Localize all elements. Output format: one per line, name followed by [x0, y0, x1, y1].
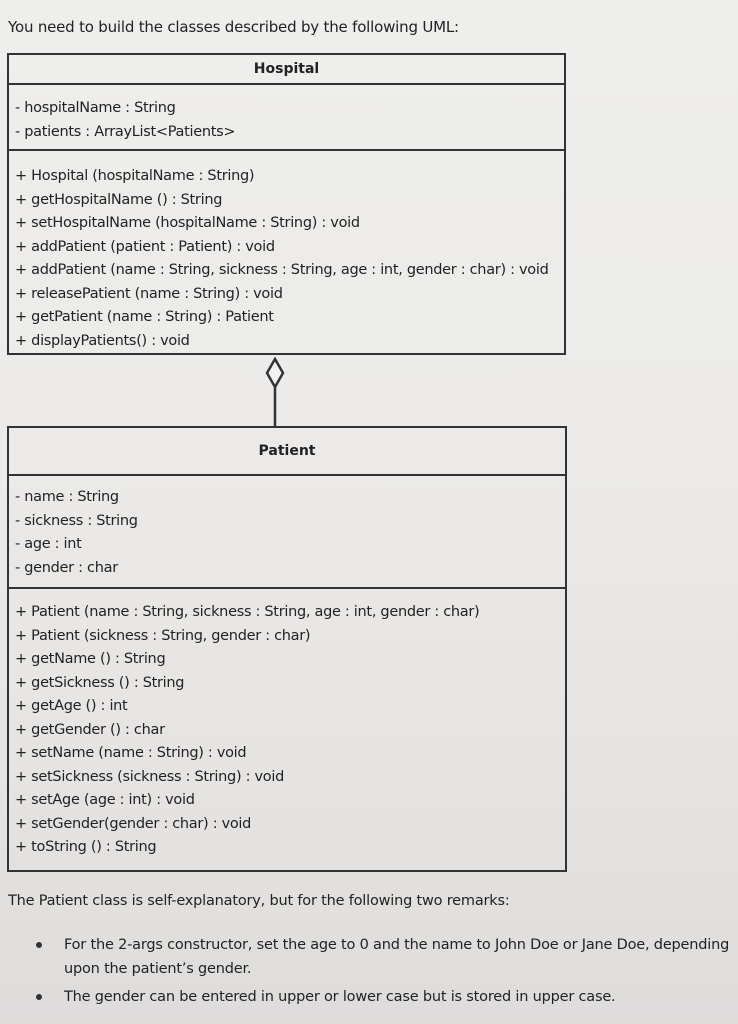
hospital-operations [9, 151, 564, 357]
patient-class-title: Patient [9, 428, 565, 476]
remarks-list [30, 933, 736, 1013]
remark-text: The gender can be entered in upper or lower case but is stored in upper case. [64, 989, 616, 1005]
patient-operation: + getSickness () : String [15, 674, 185, 691]
patient-operations [9, 589, 565, 864]
patient-attribute: - gender : char [15, 559, 118, 576]
remark-text: For the 2-args constructor, set the age to 0 and the name to John Doe or Jane Doe, depending upon the patient’s gender. [64, 937, 730, 977]
patient-operation: + toString () : String [15, 839, 157, 855]
intro-text: You need to build the classes described by the following UML: [8, 18, 459, 36]
hospital-attributes [9, 85, 564, 151]
patient-class-box [7, 426, 567, 872]
hospital-operation: + getPatient (name : String) : Patient [15, 309, 274, 325]
patient-operation: + Patient (sickness : String, gender : char) [15, 627, 311, 644]
patient-attribute: - sickness : String [15, 512, 138, 529]
patient-attribute: - age : int [15, 536, 82, 552]
patient-operation: + setName (name : String) : void [15, 745, 247, 761]
hospital-operation: + displayPatients() : void [15, 332, 190, 349]
patient-operation: + getGender () : char [15, 721, 165, 738]
hospital-attribute: - patients : ArrayList<Patients> [15, 123, 236, 140]
hospital-operation: + addPatient (patient : Patient) : void [15, 238, 275, 255]
patient-operation: + getAge () : int [15, 698, 128, 714]
aggregation-diamond-icon [267, 359, 283, 387]
patient-operation: + getName () : String [15, 651, 166, 667]
hospital-operation: + Hospital (hospitalName : String) [15, 168, 255, 184]
aggregation-connector [255, 355, 295, 427]
patient-operation: + setAge (age : int) : void [15, 792, 195, 808]
hospital-operation: + releasePatient (name : String) : void [15, 285, 283, 302]
hospital-operation: + setHospitalName (hospitalName : String) : void [15, 215, 360, 231]
bullet-icon [36, 942, 42, 948]
bullet-icon [36, 994, 42, 1000]
patient-attribute: - name : String [15, 489, 119, 505]
hospital-operation: + getHospitalName () : String [15, 191, 223, 208]
patient-operation: + Patient (name : String, sickness : String, age : int, gender : char) [15, 604, 480, 620]
remark-item [30, 933, 736, 981]
patient-operation: + setGender(gender : char) : void [15, 815, 252, 832]
hospital-attribute: - hospitalName : String [15, 100, 176, 116]
hospital-class-title: Hospital [9, 55, 564, 85]
remark-item [30, 985, 736, 1009]
hospital-operation: + addPatient (name : String, sickness : String, age : int, gender : char) : void [15, 262, 549, 278]
hospital-class-box [7, 53, 566, 355]
remarks-intro: The Patient class is self-explanatory, but for the following two remarks: [8, 893, 510, 909]
patient-operation: + setSickness (sickness : String) : void [15, 768, 285, 785]
patient-attributes [9, 476, 565, 589]
